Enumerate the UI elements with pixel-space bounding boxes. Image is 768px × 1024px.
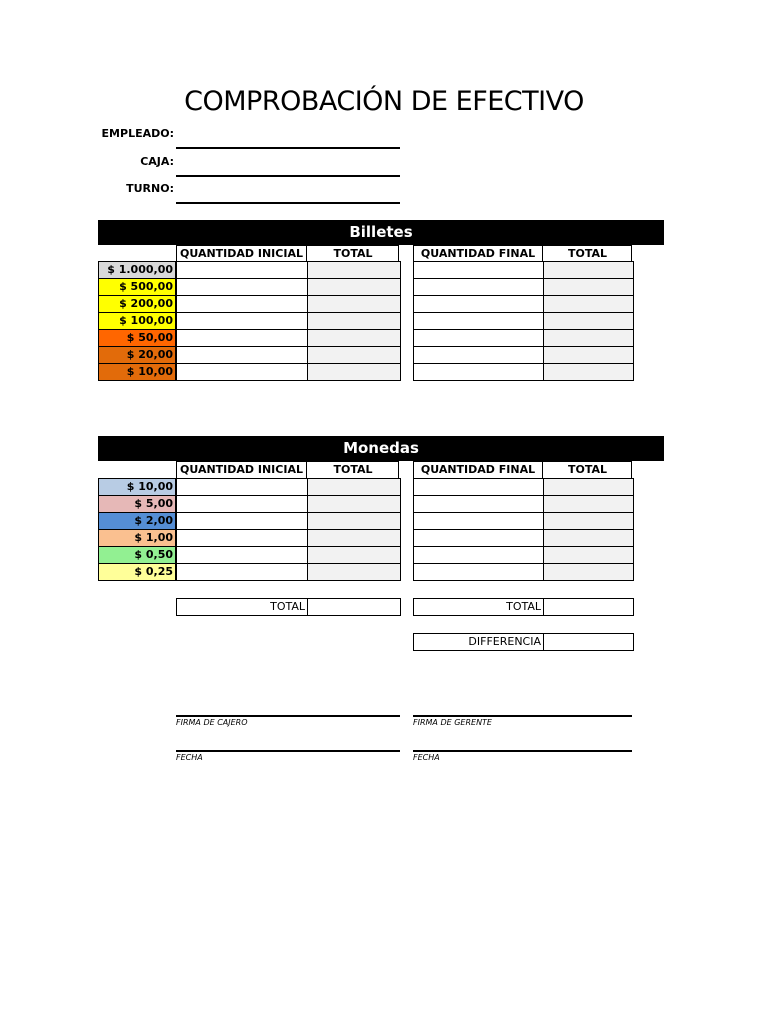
bill-200: $ 200,00 [99, 296, 176, 313]
coins-final-total[interactable] [544, 513, 634, 530]
bills-header-frame-right [413, 245, 632, 261]
table-row [177, 513, 401, 530]
bill-50: $ 50,00 [99, 330, 176, 347]
table-row [414, 547, 634, 564]
bills-initial-qty[interactable] [177, 347, 308, 364]
coins-initial-qty[interactable] [177, 479, 308, 496]
bills-initial-table [176, 261, 401, 381]
shift-label: TURNO: [126, 182, 174, 195]
total-right-box [413, 598, 634, 616]
employee-line[interactable] [176, 147, 400, 149]
shift-line[interactable] [176, 202, 400, 204]
table-row [177, 479, 401, 496]
coins-initial-qty[interactable] [177, 513, 308, 530]
coin-025: $ 0,25 [99, 564, 176, 581]
bills-initial-qty[interactable] [177, 262, 308, 279]
bills-final-table [413, 261, 634, 381]
bills-final-qty[interactable] [414, 262, 544, 279]
register-line[interactable] [176, 175, 400, 177]
total-right-label: TOTAL [414, 599, 544, 615]
bills-final-qty[interactable] [414, 364, 544, 381]
coins-final-total[interactable] [544, 496, 634, 513]
cashier-date-label: FECHA [176, 753, 203, 762]
coin-5: $ 5,00 [99, 496, 176, 513]
cashier-signature-line[interactable] [176, 715, 400, 727]
bills-initial-total[interactable] [308, 364, 401, 381]
difference-label: DIFFERENCIA [414, 634, 544, 650]
difference-value[interactable] [544, 634, 633, 650]
page-title: COMPROBACIÓN DE EFECTIVO [184, 86, 584, 117]
bills-initial-total[interactable] [308, 262, 401, 279]
bills-initial-qty[interactable] [177, 364, 308, 381]
bills-final-total[interactable] [544, 347, 634, 364]
coins-header-frame-left [176, 461, 399, 478]
difference-box [413, 633, 634, 651]
coins-initial-qty[interactable] [177, 530, 308, 547]
bills-final-total[interactable] [544, 364, 634, 381]
register-label: CAJA: [140, 155, 174, 168]
bills-header-divider-left [306, 245, 307, 261]
bills-final-total[interactable] [544, 330, 634, 347]
bills-initial-qty[interactable] [177, 313, 308, 330]
bills-final-total[interactable] [544, 279, 634, 296]
total-left-label: TOTAL [177, 599, 308, 615]
bills-initial-total[interactable] [308, 279, 401, 296]
coins-final-total[interactable] [544, 479, 634, 496]
cashier-date-line[interactable] [176, 750, 400, 762]
total-right-value[interactable] [544, 599, 633, 615]
table-row [414, 347, 634, 364]
coins-final-total[interactable] [544, 547, 634, 564]
table-row [177, 330, 401, 347]
table-row [414, 330, 634, 347]
bill-10: $ 10,00 [99, 364, 176, 381]
table-row [414, 530, 634, 547]
table-row [177, 262, 401, 279]
coins-final-table [413, 478, 634, 581]
coins-initial-total[interactable] [308, 513, 401, 530]
bills-final-qty[interactable] [414, 313, 544, 330]
coins-col-final: QUANTIDAD FINAL [420, 463, 536, 476]
coin-2: $ 2,00 [99, 513, 176, 530]
coins-header-divider-right [542, 461, 543, 478]
coin-1: $ 1,00 [99, 530, 176, 547]
employee-label: EMPLEADO: [101, 127, 174, 140]
total-left-box [176, 598, 401, 616]
table-row [414, 262, 634, 279]
coins-final-qty[interactable] [414, 479, 544, 496]
table-row [177, 296, 401, 313]
table-row [177, 279, 401, 296]
coin-050: $ 0,50 [99, 547, 176, 564]
bills-heading: Billetes [98, 220, 664, 245]
bills-final-qty[interactable] [414, 347, 544, 364]
table-row [414, 296, 634, 313]
bills-col-total2: TOTAL [567, 247, 608, 260]
bills-final-total[interactable] [544, 313, 634, 330]
coins-col-total2: TOTAL [567, 463, 608, 476]
coins-final-qty[interactable] [414, 513, 544, 530]
bills-initial-total[interactable] [308, 296, 401, 313]
table-row [414, 496, 634, 513]
bills-header-divider-right [542, 245, 543, 261]
table-row [177, 347, 401, 364]
coins-initial-total[interactable] [308, 496, 401, 513]
manager-signature-line[interactable] [413, 715, 632, 727]
bills-initial-total[interactable] [308, 330, 401, 347]
table-row [414, 564, 634, 581]
manager-signature-label: FIRMA DE GERENTE [413, 718, 492, 727]
coins-initial-qty[interactable] [177, 496, 308, 513]
bills-initial-qty[interactable] [177, 330, 308, 347]
bills-initial-total[interactable] [308, 347, 401, 364]
table-row [414, 313, 634, 330]
bills-final-total[interactable] [544, 296, 634, 313]
bills-col-initial: QUANTIDAD INICIAL [180, 247, 303, 260]
coins-final-total[interactable] [544, 530, 634, 547]
coins-header-divider-left [306, 461, 307, 478]
coins-header-frame-right [413, 461, 632, 478]
bills-final-qty[interactable] [414, 279, 544, 296]
coins-initial-table [176, 478, 401, 581]
coins-final-qty[interactable] [414, 496, 544, 513]
bills-initial-total[interactable] [308, 313, 401, 330]
bill-500: $ 500,00 [99, 279, 176, 296]
bill-1000: $ 1.000,00 [99, 262, 176, 279]
coin-10: $ 10,00 [99, 479, 176, 496]
coins-final-total[interactable] [544, 564, 634, 581]
manager-date-line[interactable] [413, 750, 632, 762]
coins-initial-total[interactable] [308, 547, 401, 564]
coins-initial-qty[interactable] [177, 564, 308, 581]
coins-col-initial: QUANTIDAD INICIAL [180, 463, 303, 476]
table-row [177, 496, 401, 513]
bills-col-final: QUANTIDAD FINAL [420, 247, 536, 260]
table-row [177, 547, 401, 564]
coins-final-qty[interactable] [414, 547, 544, 564]
coins-heading: Monedas [98, 436, 664, 461]
table-row [414, 479, 634, 496]
cashier-signature-label: FIRMA DE CAJERO [176, 718, 248, 727]
coins-final-qty[interactable] [414, 530, 544, 547]
coins-initial-qty[interactable] [177, 547, 308, 564]
bills-final-total[interactable] [544, 262, 634, 279]
table-row [414, 513, 634, 530]
coins-initial-total[interactable] [308, 479, 401, 496]
manager-date-label: FECHA [413, 753, 440, 762]
bills-col-total1: TOTAL [333, 247, 373, 260]
bill-20: $ 20,00 [99, 347, 176, 364]
bill-100: $ 100,00 [99, 313, 176, 330]
total-left-value[interactable] [308, 599, 400, 615]
bills-final-qty[interactable] [414, 296, 544, 313]
table-row [177, 530, 401, 547]
table-row [177, 364, 401, 381]
coins-initial-total[interactable] [308, 530, 401, 547]
bills-initial-qty[interactable] [177, 279, 308, 296]
bills-final-qty[interactable] [414, 330, 544, 347]
coins-final-qty[interactable] [414, 564, 544, 581]
bills-initial-qty[interactable] [177, 296, 308, 313]
table-row [414, 364, 634, 381]
bills-denominations [98, 261, 176, 381]
table-row [177, 564, 401, 581]
coins-col-total1: TOTAL [333, 463, 373, 476]
table-row [414, 279, 634, 296]
table-row [177, 313, 401, 330]
coins-initial-total[interactable] [308, 564, 401, 581]
bills-header-frame-left [176, 245, 399, 261]
coins-denominations [98, 478, 176, 581]
